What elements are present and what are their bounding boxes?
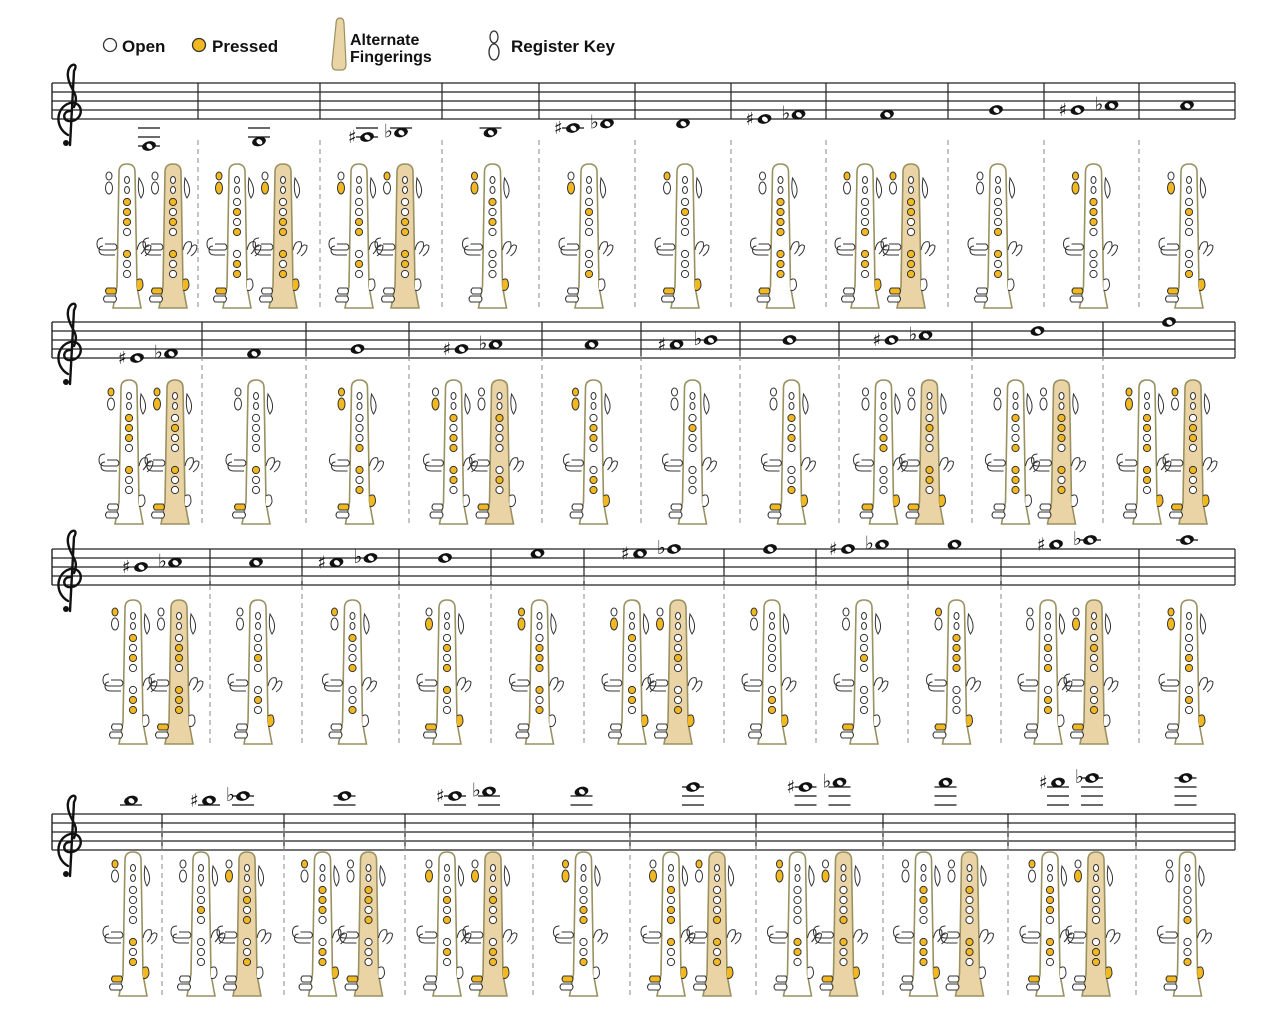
fingering-cell xyxy=(329,121,429,309)
whole-note-icon xyxy=(840,543,856,556)
sharp-sign: ♯ xyxy=(436,786,445,807)
sharp-sign: ♯ xyxy=(657,334,667,356)
clarinet-fingering-icon xyxy=(1117,380,1171,524)
sharp-sign: ♯ xyxy=(786,777,796,798)
flat-sign: ♭ xyxy=(353,546,363,568)
whole-note-icon xyxy=(447,790,463,803)
fingering-cell xyxy=(293,790,393,996)
clarinet-fingering-icon xyxy=(293,852,347,996)
sharp-sign: ♯ xyxy=(442,339,452,360)
clarinet-fingering-icon xyxy=(602,600,656,744)
legend-alternate-label-2: Fingerings xyxy=(350,49,432,66)
fingering-cell xyxy=(510,547,564,744)
clarinet-alternate-fingering-icon xyxy=(648,600,702,744)
clarinet-fingering-icon xyxy=(564,380,618,524)
fingering-cell xyxy=(986,325,1086,524)
fingering-cell xyxy=(171,784,271,996)
sharp-sign: ♯ xyxy=(829,539,838,560)
clarinet-fingering-icon xyxy=(554,852,608,996)
pressed-key-icon xyxy=(193,39,206,52)
clarinet-fingering-icon xyxy=(742,600,796,744)
whole-note-icon xyxy=(129,352,145,365)
clarinet-fingering-icon xyxy=(655,164,709,308)
clarinet-fingering-icon xyxy=(424,380,478,524)
clarinet-fingering-icon xyxy=(417,600,471,744)
flat-sign: ♭ xyxy=(472,779,481,802)
fingering-cell xyxy=(1018,528,1118,744)
legend-register-label: Register Key xyxy=(511,37,615,56)
sharp-sign: ♯ xyxy=(317,552,327,574)
fingering-cell xyxy=(1159,99,1213,308)
whole-note-icon xyxy=(141,140,157,153)
clarinet-alternate-fingering-icon xyxy=(940,852,994,996)
fingering-cell xyxy=(103,551,203,745)
clarinet-fingering-icon xyxy=(510,600,564,744)
clarinet-alternate-fingering-icon xyxy=(881,164,935,308)
clarinet-alternate-fingering-icon xyxy=(145,380,199,524)
sharp-sign: ♯ xyxy=(621,543,630,565)
fingering-cell xyxy=(894,776,994,996)
clarinet-fingering-icon xyxy=(641,852,695,996)
whole-note-icon xyxy=(782,334,798,347)
legend-alternate-label-1: Alternate xyxy=(350,32,420,49)
clarinet-fingering-icon xyxy=(330,380,384,524)
clarinet-alternate-fingering-icon xyxy=(253,164,307,308)
sharp-sign: ♯ xyxy=(122,557,131,578)
clarinet-alternate-fingering-icon xyxy=(1163,380,1217,524)
flat-sign: ♭ xyxy=(908,323,918,346)
fingering-cell xyxy=(97,128,197,308)
sharp-sign: ♯ xyxy=(1037,534,1046,556)
clarinet-fingering-icon xyxy=(1064,164,1118,308)
clarinet-fingering-icon xyxy=(768,852,822,996)
clarinet-fingering-icon xyxy=(894,852,948,996)
clarinet-alternate-fingering-icon xyxy=(900,380,954,524)
treble-clef-icon xyxy=(58,65,80,146)
register-key-icon xyxy=(489,31,499,60)
fingering-cell xyxy=(762,334,816,524)
flat-sign: ♭ xyxy=(865,532,874,555)
clarinet-alternate-fingering-icon xyxy=(463,852,517,996)
fingering-cell xyxy=(854,324,954,525)
clarinet-fingering-icon xyxy=(207,164,261,308)
fingering-cell xyxy=(103,794,157,996)
sharp-sign: ♯ xyxy=(190,790,199,812)
fingering-cell xyxy=(226,347,280,524)
clarinet-fingering-icon xyxy=(463,164,517,308)
clarinet-fingering-icon xyxy=(103,600,157,744)
fingering-cell xyxy=(968,104,1022,308)
whole-note-icon xyxy=(359,131,375,144)
flat-sign: ♭ xyxy=(693,328,703,350)
staff-row xyxy=(52,528,1235,744)
clarinet-fingering-icon xyxy=(854,380,908,524)
fingering-cell xyxy=(835,108,935,308)
whole-note-icon xyxy=(666,543,682,556)
whole-note-icon xyxy=(1178,772,1194,785)
clarinet-fingering-icon xyxy=(1020,852,1074,996)
whole-note-icon xyxy=(703,334,719,347)
fingering-cell xyxy=(742,543,796,744)
fingering-cell xyxy=(330,343,384,524)
clarinet-alternate-fingering-icon xyxy=(149,600,203,744)
clarinet-fingering-icon xyxy=(323,600,377,744)
whole-note-icon xyxy=(1084,772,1100,785)
fingering-cell xyxy=(564,338,618,524)
clarinet-alternate-fingering-icon xyxy=(1032,380,1086,524)
clarinet-fingering-icon xyxy=(1159,600,1213,744)
fingering-cell xyxy=(1020,766,1120,996)
fingering-cell xyxy=(417,780,517,997)
flat-sign: ♭ xyxy=(657,537,666,559)
fingering-cell xyxy=(424,333,524,525)
alternate-fingering-icon xyxy=(332,18,346,70)
whole-note-icon xyxy=(757,113,773,126)
fingering-cell xyxy=(768,771,868,997)
whole-note-icon xyxy=(884,334,900,347)
staff-row xyxy=(52,304,1235,524)
whole-note-icon xyxy=(762,543,778,556)
clarinet-alternate-fingering-icon xyxy=(1064,600,1118,744)
fingering-cell xyxy=(99,342,199,525)
flat-sign: ♭ xyxy=(154,341,163,364)
fingering-cell xyxy=(927,538,981,744)
sharp-sign: ♯ xyxy=(1039,772,1048,794)
clarinet-fingering-icon xyxy=(986,380,1040,524)
fingering-cell xyxy=(1158,772,1212,996)
clarinet-fingering-icon xyxy=(834,600,888,744)
staff-row xyxy=(52,65,1235,308)
fingering-cell xyxy=(1159,534,1213,744)
whole-note-icon xyxy=(363,552,379,565)
whole-note-icon xyxy=(133,561,149,574)
fingering-cell xyxy=(417,552,471,744)
clarinet-fingering-icon xyxy=(663,380,717,524)
flat-sign: ♭ xyxy=(226,784,235,806)
flat-sign: ♭ xyxy=(1094,93,1104,116)
clarinet-fingering-icon xyxy=(1018,600,1072,744)
clarinet-fingering-icon xyxy=(99,380,153,524)
fingering-cell xyxy=(1059,94,1120,309)
treble-clef-icon xyxy=(58,796,80,877)
whole-note-icon xyxy=(685,781,701,794)
clarinet-alternate-fingering-icon xyxy=(143,164,197,308)
clarinet-fingering-icon xyxy=(1158,852,1212,996)
clarinet-fingering-icon xyxy=(226,380,280,524)
sharp-sign: ♯ xyxy=(1058,100,1068,121)
clarinet-fingering-icon xyxy=(968,164,1022,308)
clarinet-alternate-fingering-icon xyxy=(470,380,524,524)
sharp-sign: ♯ xyxy=(745,109,755,130)
clarinet-alternate-fingering-icon xyxy=(339,852,393,996)
fingering-cell xyxy=(641,781,741,996)
fingering-cell xyxy=(829,533,890,745)
fingering-cell xyxy=(746,103,807,309)
legend xyxy=(104,18,616,70)
staff-rows xyxy=(52,65,1235,996)
clarinet-fingering-icon xyxy=(171,852,225,996)
clarinet-fingering-icon xyxy=(228,600,282,744)
flat-sign: ♭ xyxy=(590,111,599,134)
whole-note-icon xyxy=(798,781,814,794)
whole-note-icon xyxy=(437,552,453,565)
clarinet-fingering-icon xyxy=(835,164,889,308)
clarinet-fingering-icon xyxy=(417,852,471,996)
treble-clef-icon xyxy=(58,531,80,612)
fingering-cell xyxy=(554,112,615,309)
clarinet-alternate-fingering-icon xyxy=(217,852,271,996)
whole-note-icon xyxy=(454,343,470,356)
whole-note-icon xyxy=(988,104,1004,117)
whole-note-icon xyxy=(337,790,353,803)
legend-open-label: Open xyxy=(122,37,166,56)
sharp-sign: ♯ xyxy=(554,118,563,139)
staff-row xyxy=(52,766,1235,996)
fingering-cell xyxy=(655,117,709,308)
whole-note-icon xyxy=(1161,316,1177,329)
clarinet-alternate-fingering-icon xyxy=(814,852,868,996)
clarinet-fingering-icon xyxy=(762,380,816,524)
whole-note-icon xyxy=(350,343,366,356)
clarinet-fingering-icon xyxy=(751,164,805,308)
clarinet-fingering-icon xyxy=(97,164,151,308)
flat-sign: ♭ xyxy=(781,102,791,125)
flat-sign: ♭ xyxy=(1073,528,1082,550)
clarinet-fingering-icon xyxy=(1159,164,1213,308)
clarinet-alternate-fingering-icon xyxy=(687,852,741,996)
clarinet-alternate-fingering-icon xyxy=(1066,852,1120,996)
sharp-sign: ♯ xyxy=(348,127,357,148)
flat-sign: ♭ xyxy=(1075,766,1084,788)
whole-note-icon xyxy=(235,790,251,803)
clarinet-fingering-icon xyxy=(329,164,383,308)
whole-note-icon xyxy=(1179,534,1195,547)
flat-sign: ♭ xyxy=(822,770,832,793)
clarinet-alternate-fingering-icon xyxy=(375,164,429,308)
whole-note-icon xyxy=(1082,534,1098,547)
flat-sign: ♭ xyxy=(478,332,488,355)
flat-sign: ♭ xyxy=(158,550,167,573)
whole-note-icon xyxy=(1070,104,1086,117)
sharp-sign: ♯ xyxy=(118,348,127,369)
open-key-icon xyxy=(104,39,117,52)
clarinet-fingering-icon xyxy=(103,852,157,996)
treble-clef-icon xyxy=(58,304,80,385)
fingering-cell xyxy=(207,128,307,308)
clarinet-fingering-icon xyxy=(559,164,613,308)
fingering-cell xyxy=(463,126,517,308)
flat-sign: ♭ xyxy=(384,120,393,143)
sharp-sign: ♯ xyxy=(872,330,882,351)
fingering-cell xyxy=(1117,316,1217,524)
whole-note-icon xyxy=(1030,325,1046,338)
clarinet-fingering-icon xyxy=(927,600,981,744)
fingering-cell xyxy=(554,785,608,996)
whole-note-icon xyxy=(565,122,581,135)
fingering-cell xyxy=(602,537,702,744)
legend-pressed-label: Pressed xyxy=(212,37,279,56)
